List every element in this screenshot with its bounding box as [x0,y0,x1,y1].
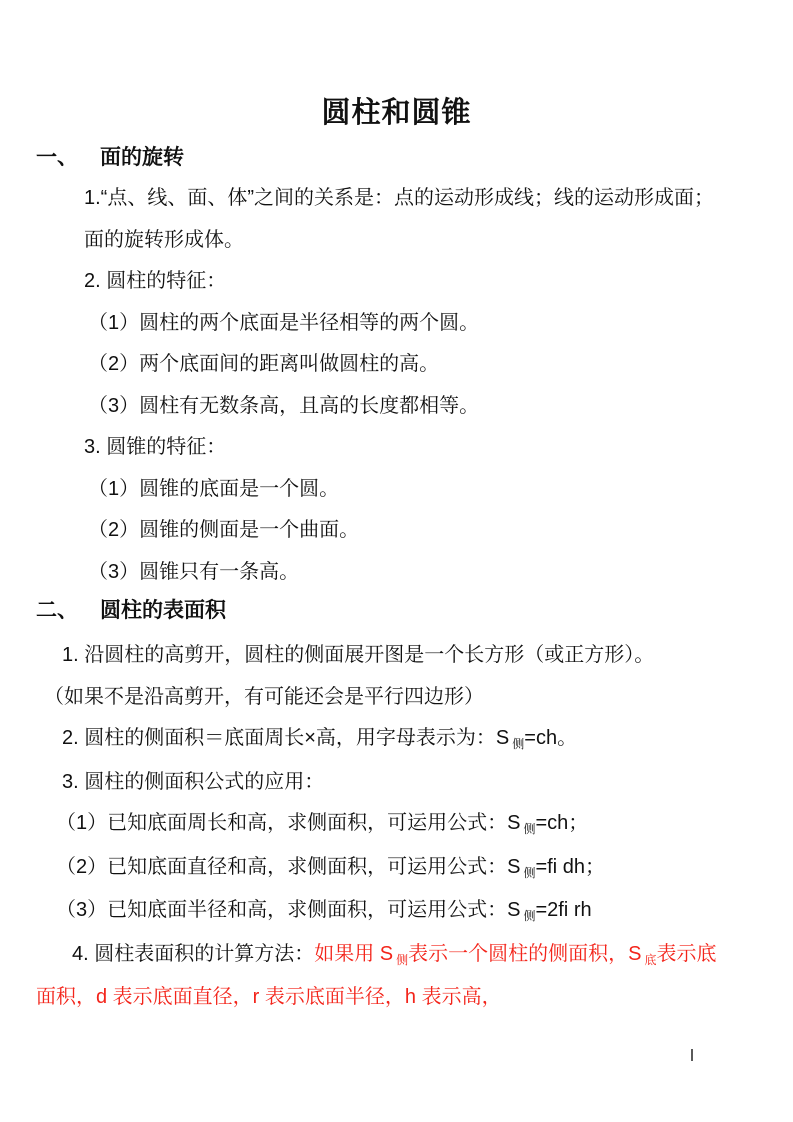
line-surface-area-method-continued: 面积，d 表示底面直径，r 表示底面半径，h 表示高， [36,986,502,1008]
section-one-number: 一、 [36,146,78,169]
line-unroll-note-parallelogram: （如果不是沿高剪开，有可能还会是平行四边形） [44,685,484,708]
line-application-3 [0,890,793,934]
line-cone-feature-1: （1）圆锥的底面是一个圆。 [88,477,340,500]
line-application-2 [0,847,793,891]
line-cylinder-feature-2: （2）两个底面间的距离叫做圆柱的高。 [88,353,440,375]
line-side-area-applications-heading: 3. 圆柱的侧面积公式的应用： [62,770,325,793]
line-application-1 [0,803,793,847]
line-cylinder-features-heading: 2. 圆柱的特征： [84,270,227,292]
method-label: 4. 圆柱表面积的计算方法： [72,942,315,965]
line-cone-feature-2: （2）圆锥的侧面是一个曲面。 [88,519,360,541]
highlight-text: 如果用 S [314,942,394,965]
subscript-base: 底 [644,952,657,967]
line-point-line-surface-relation: 1.“点、线、面、体”之间的关系是：点的运动形成线；线的运动形成面； [84,187,714,209]
formula-prefix: （1）已知底面周长和高，求侧面积，可运用公式：S [56,812,521,834]
section-two-heading [36,598,793,624]
line-cylinder-feature-3: （3）圆柱有无数条高，且高的长度都相等。 [88,394,480,417]
formula-prefix: （3）已知底面半径和高，求侧面积，可运用公式：S [56,899,521,921]
formula-suffix: =2ﬁ rh [535,899,592,921]
line-cone-features-heading: 3. 圆锥的特征： [84,436,227,458]
section-two-number: 二、 [36,599,78,622]
section-two-title: 圆柱的表面积 [100,599,226,622]
section-one-title: 面的旋转 [100,146,184,169]
line-cone-feature-3: （3）圆锥只有一条高。 [88,560,300,583]
formula-suffix: =ch； [535,812,589,834]
page-title: 圆柱和圆锥 [321,97,472,129]
line-surface-area-method [0,934,793,978]
subscript-side: 侧 [512,737,525,751]
formula-suffix: =ﬁ dh； [535,855,605,878]
text-cursor-mark [691,1049,693,1061]
formula-suffix: =ch。 [524,727,578,749]
subscript-side: 侧 [523,865,536,880]
line-surface-rotation-forms-solid: 面的旋转形成体。 [84,228,244,251]
line-cylinder-feature-1: （1）圆柱的两个底面是半径相等的两个圆。 [88,311,480,334]
line-unroll-side-surface: 1. 沿圆柱的高剪开，圆柱的侧面展开图是一个长方形（或正方形）。 [62,644,655,666]
formula-prefix: 2. 圆柱的侧面积＝底面周长×高，用字母表示为：S [62,727,510,749]
formula-prefix: （2）已知底面直径和高，求侧面积，可运用公式：S [56,855,521,878]
highlight-text: 表示底 [656,942,717,965]
highlight-text: 表示一个圆柱的侧面积，S [408,942,642,965]
section-one-heading [36,145,793,171]
subscript-side: 侧 [396,952,409,967]
subscript-side: 侧 [523,909,536,923]
subscript-side: 侧 [523,822,536,836]
line-side-area-formula [0,718,793,762]
